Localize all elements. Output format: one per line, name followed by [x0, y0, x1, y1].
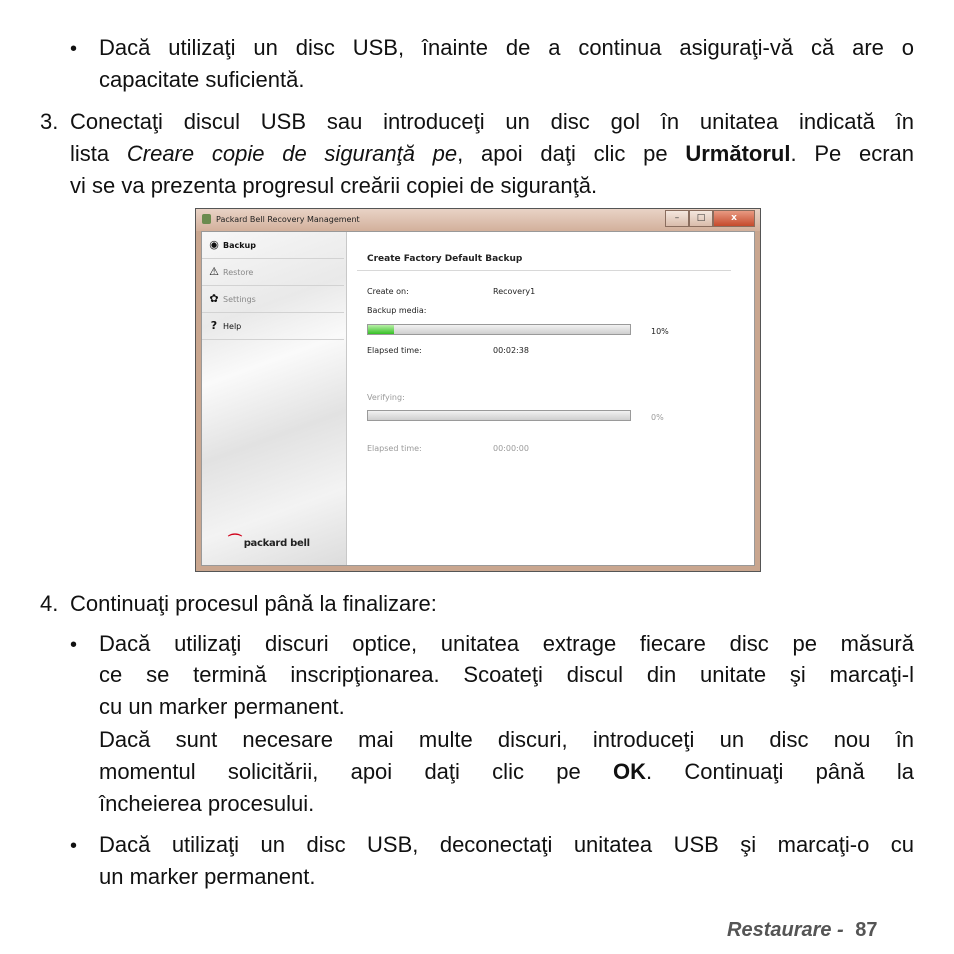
sidebar-item-label: Restore [223, 268, 254, 277]
list-number: 4. [40, 591, 59, 616]
text: , apoi daţi clic pe [457, 141, 686, 166]
text: . Continuaţi până la [645, 759, 915, 784]
verify-percent: 0% [651, 413, 664, 422]
app-icon [202, 214, 211, 224]
packard-bell-logo: ⌒ packard bell [228, 534, 310, 550]
maximize-button[interactable]: □ [689, 210, 713, 227]
sidebar [202, 232, 347, 565]
window-title: Packard Bell Recovery Management [216, 215, 360, 224]
logo-text: packard bell [243, 538, 310, 549]
help-icon: ? [210, 319, 218, 332]
verifying-label: Verifying: [367, 393, 405, 402]
paragraph-line: Continuaţi procesul până la finalizare: [70, 591, 437, 616]
bold-text: Următorul [685, 141, 791, 166]
bold-text: OK [612, 759, 646, 784]
sidebar-item-label: Settings [223, 295, 256, 304]
sidebar-item-label: Backup [223, 241, 256, 250]
backup-progress-bar [367, 324, 631, 335]
disc-icon: ◉ [209, 238, 219, 251]
paragraph-line: un marker permanent. [99, 864, 316, 889]
sidebar-item-settings[interactable] [202, 286, 344, 313]
create-on-label: Create on: [367, 287, 409, 296]
paragraph-line: vi se va prezenta progresul creării copiei de siguranţă. [70, 173, 598, 198]
app-window [195, 208, 761, 572]
paragraph-line: Dacă utilizaţi discuri optice, unitatea extrage fiecare disc pe măsură [99, 631, 914, 656]
backup-media-label: Backup media: [367, 306, 427, 315]
list-number: 3. [40, 109, 59, 134]
progress-fill [368, 325, 394, 334]
backup-percent: 10% [651, 327, 669, 336]
gear-icon: ✿ [209, 292, 219, 305]
paragraph-line: capacitate suficientă. [99, 67, 305, 92]
sidebar-item-restore[interactable] [202, 259, 344, 286]
paragraph-line: Dacă utilizaţi un disc USB, deconectaţi unitatea USB şi marcaţi-o cu [99, 832, 914, 857]
page-number: 87 [855, 919, 878, 941]
elapsed-time-label: Elapsed time: [367, 346, 422, 355]
bullet: • [70, 835, 78, 857]
close-button[interactable]: x [713, 210, 755, 227]
text: momentul solicitării, apoi daţi clic pe [99, 759, 613, 784]
emphasis-text: Creare copie de siguranţă pe [126, 141, 458, 166]
verify-progress-bar [367, 410, 631, 421]
create-on-value: Recovery1 [493, 287, 536, 296]
minimize-button[interactable]: – [665, 210, 689, 227]
paragraph-line: cu un marker permanent. [99, 694, 345, 719]
paragraph-line [99, 759, 914, 785]
text: lista [70, 141, 127, 166]
sidebar-item-backup[interactable] [202, 232, 344, 259]
restore-icon: ⚠ [209, 265, 219, 278]
elapsed-time-label: Elapsed time: [367, 444, 422, 453]
main-panel [346, 232, 754, 565]
page-title: Create Factory Default Backup [367, 254, 523, 264]
paragraph-line: încheierea procesului. [99, 791, 315, 816]
title-bar [196, 209, 760, 231]
sidebar-item-label: Help [223, 322, 242, 331]
paragraph-line: Dacă utilizaţi un disc USB, înainte de a continua asiguraţi-vă că are o [99, 35, 914, 60]
page-footer [727, 917, 878, 943]
paragraph-line: Dacă sunt necesare mai multe discuri, introduceţi un disc nou în [99, 727, 914, 752]
window-client [201, 231, 755, 566]
paragraph-line: ce se termină inscripţionarea. Scoateţi discul din unitate şi marcaţi-l [99, 662, 914, 687]
bullet: • [70, 38, 78, 60]
paragraph-line: Conectaţi discul USB sau introduceţi un disc gol în unitatea indicată în [70, 109, 914, 134]
sidebar-item-help[interactable] [202, 313, 344, 340]
section-name: Restaurare - [727, 919, 844, 941]
bullet: • [70, 634, 78, 656]
paragraph-line [70, 141, 914, 167]
divider [357, 270, 731, 271]
elapsed-time-value: 00:00:00 [493, 444, 529, 453]
text: . Pe ecran [790, 141, 915, 166]
elapsed-time-value: 00:02:38 [493, 346, 529, 355]
